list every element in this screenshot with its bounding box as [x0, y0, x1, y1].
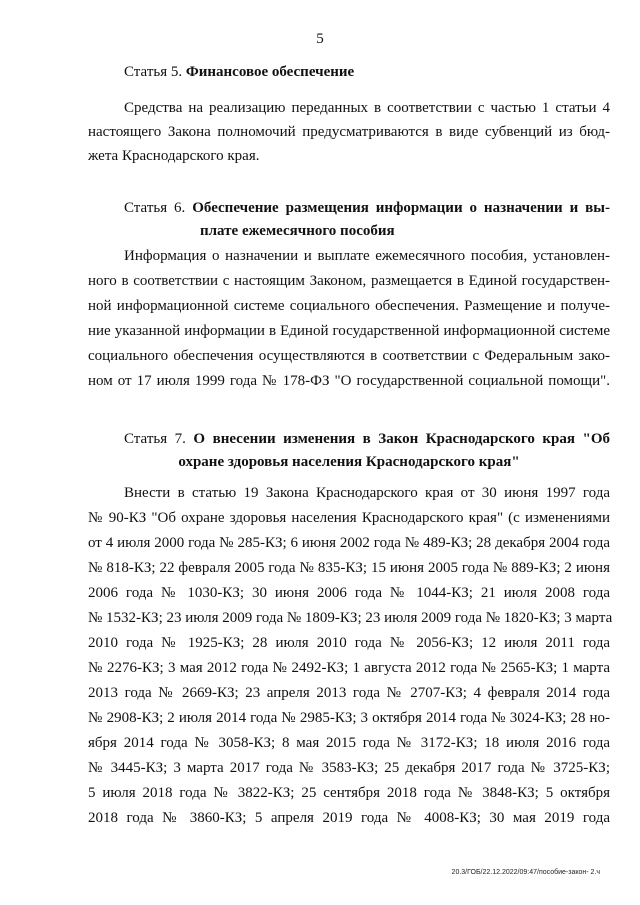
article5-line: жета Краснодарского края.: [88, 148, 260, 164]
article7-line: № 2908-КЗ; 2 июля 2014 года № 2985-КЗ; 3 октября 2014 года № 3024-КЗ; 28 но-: [88, 710, 610, 726]
article6-line: ной информационной системе социального обеспечения. Размещение и получе-: [88, 298, 610, 314]
article6-label: Статья 6.: [124, 200, 186, 216]
article7-line: 2006 года № 1030-КЗ; 30 июня 2006 года № 1044-КЗ; 21 июля 2008 года: [88, 585, 610, 601]
article6-line: ном от 17 июля 1999 года № 178-ФЗ "О государственной социальной помощи".: [88, 373, 610, 389]
article7-line: ября 2014 года № 3058-КЗ; 8 мая 2015 года № 3172-КЗ; 18 июля 2016 года: [88, 735, 610, 751]
article7-line: 2018 года № 3860-КЗ; 5 апреля 2019 года № 4008-КЗ; 30 мая 2019 года: [88, 810, 610, 826]
page-number: 5: [316, 31, 324, 47]
article6-line: социального обеспечения осуществляются в соответствии с Федеральным зако-: [88, 348, 610, 364]
article6-title-line1: Обеспечение размещения информации о назначении и вы-: [192, 200, 610, 216]
article7-line: № 3445-КЗ; 3 марта 2017 года № 3583-КЗ; 25 декабря 2017 года № 3725-КЗ;: [88, 760, 610, 776]
article7-line: № 2276-КЗ; 3 мая 2012 года № 2492-КЗ; 1 августа 2012 года № 2565-КЗ; 1 марта: [88, 660, 610, 676]
article6-title-line2: плате ежемесячного пособия: [200, 223, 395, 239]
article6-line: Информация о назначении и выплате ежемесячного пособия, установлен-: [124, 248, 610, 264]
article7-line: 5 июля 2018 года № 3822-КЗ; 25 сентября 2018 года № 3848-КЗ; 5 октября: [88, 785, 610, 801]
article7-title-line2: охране здоровья населения Краснодарского края": [178, 454, 520, 470]
article7-line: от 4 июля 2000 года № 285-КЗ; 6 июня 2002 года № 489-КЗ; 28 декабря 2004 года: [88, 535, 610, 551]
article5-line: настоящего Закона полномочий предусматриваются в виде субвенций из бюд-: [88, 124, 610, 140]
article7-heading: [124, 429, 610, 449]
article5-label: Статья 5.: [124, 64, 183, 80]
article5-line: Средства на реализацию переданных в соответствии с частью 1 статьи 4: [124, 100, 610, 116]
article7-line: 2010 года № 1925-КЗ; 28 июля 2010 года № 2056-КЗ; 12 июля 2011 года: [88, 635, 610, 651]
article7-label: Статья 7.: [124, 431, 186, 447]
article7-line: 2013 года № 2669-КЗ; 23 апреля 2013 года № 2707-КЗ; 4 февраля 2014 года: [88, 685, 610, 701]
article6-heading: [124, 198, 610, 218]
article7-line: Внести в статью 19 Закона Краснодарского края от 30 июня 1997 года: [124, 485, 610, 501]
article7-line: № 818-КЗ; 22 февраля 2005 года № 835-КЗ; 15 июня 2005 года № 889-КЗ; 2 июня: [88, 560, 610, 576]
article7-line: № 90-КЗ "Об охране здоровья населения Краснодарского края" (с изменениями: [88, 510, 610, 526]
article6-line: ного в соответствии с настоящим Законом, размещается в Единой государствен-: [88, 273, 610, 289]
article5-title: Финансовое обеспечение: [185, 64, 355, 80]
article7-title-line1: О внесении изменения в Закон Краснодарского края "Об: [193, 431, 610, 447]
article6-line: ние указанной информации в Единой государственной информационной системе: [88, 323, 610, 339]
article5-heading: [124, 62, 610, 82]
footer-stamp: 20.3/ГОБ/22.12.2022/09:47/пособие-закон- 2.ч: [451, 869, 600, 876]
article7-line: № 1532-КЗ; 23 июля 2009 года № 1809-КЗ; 23 июля 2009 года № 1820-КЗ; 3 марта: [88, 610, 613, 626]
